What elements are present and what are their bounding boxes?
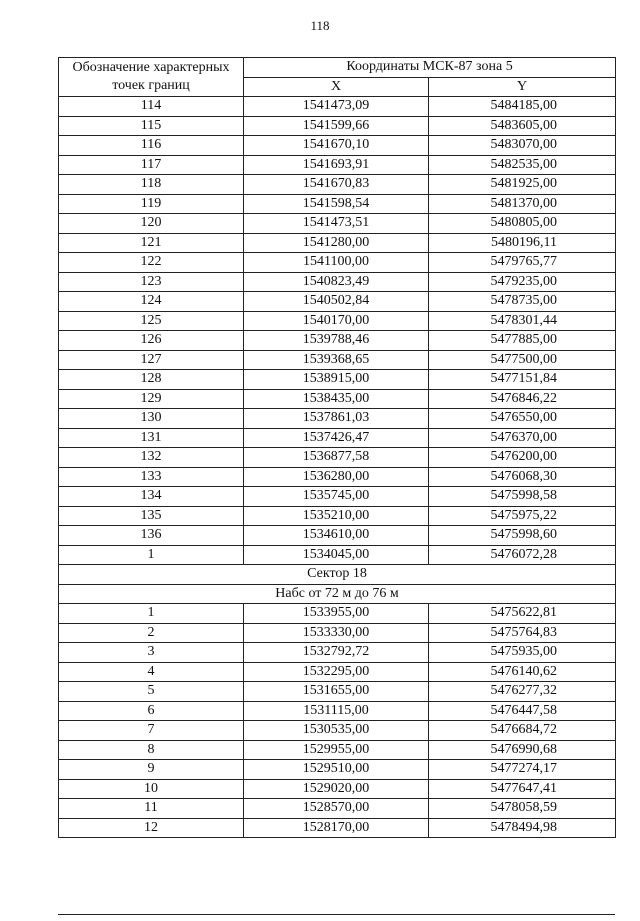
section-subtitle: Набс от 72 м до 76 м <box>59 584 616 604</box>
x-coordinate-cell: 1531115,00 <box>244 701 429 721</box>
table-row <box>59 682 616 702</box>
y-coordinate-cell: 5478301,44 <box>429 311 616 331</box>
x-coordinate-cell: 1533330,00 <box>244 623 429 643</box>
x-coordinate-cell: 1539788,46 <box>244 331 429 351</box>
y-coordinate-cell: 5481925,00 <box>429 175 616 195</box>
table-row <box>59 233 616 253</box>
table-row <box>59 818 616 838</box>
y-coordinate-cell: 5475622,81 <box>429 604 616 624</box>
table-row <box>59 253 616 273</box>
table-row <box>59 350 616 370</box>
table-row <box>59 604 616 624</box>
table-row <box>59 467 616 487</box>
table-row <box>59 448 616 468</box>
y-coordinate-cell: 5476447,58 <box>429 701 616 721</box>
point-number-cell: 5 <box>59 682 244 702</box>
table-row <box>59 526 616 546</box>
table-body-sector-a <box>59 97 616 565</box>
x-coordinate-cell: 1541670,83 <box>244 175 429 195</box>
y-coordinate-cell: 5475935,00 <box>429 643 616 663</box>
header-x: X <box>244 77 429 97</box>
x-coordinate-cell: 1535210,00 <box>244 506 429 526</box>
table-row <box>59 136 616 156</box>
point-number-cell: 2 <box>59 623 244 643</box>
x-coordinate-cell: 1528570,00 <box>244 799 429 819</box>
point-number-cell: 11 <box>59 799 244 819</box>
point-number-cell: 118 <box>59 175 244 195</box>
section-title: Сектор 18 <box>59 565 616 585</box>
table-row <box>59 760 616 780</box>
x-coordinate-cell: 1541100,00 <box>244 253 429 273</box>
table-row <box>59 701 616 721</box>
point-number-cell: 8 <box>59 740 244 760</box>
section-header <box>59 565 616 604</box>
y-coordinate-cell: 5477647,41 <box>429 779 616 799</box>
y-coordinate-cell: 5482535,00 <box>429 155 616 175</box>
point-number-cell: 126 <box>59 331 244 351</box>
table-row <box>59 389 616 409</box>
table-row <box>59 545 616 565</box>
table-row <box>59 428 616 448</box>
y-coordinate-cell: 5476550,00 <box>429 409 616 429</box>
y-coordinate-cell: 5481370,00 <box>429 194 616 214</box>
point-number-cell: 1 <box>59 604 244 624</box>
point-number-cell: 127 <box>59 350 244 370</box>
x-coordinate-cell: 1540502,84 <box>244 292 429 312</box>
point-number-cell: 132 <box>59 448 244 468</box>
page-number: 118 <box>310 18 330 33</box>
point-number-cell: 1 <box>59 545 244 565</box>
table-row <box>59 116 616 136</box>
section-subtitle-row <box>59 584 616 604</box>
x-coordinate-cell: 1541599,66 <box>244 116 429 136</box>
point-number-cell: 9 <box>59 760 244 780</box>
point-number-cell: 116 <box>59 136 244 156</box>
point-number-cell: 136 <box>59 526 244 546</box>
section-title-row <box>59 565 616 585</box>
x-coordinate-cell: 1530535,00 <box>244 721 429 741</box>
x-coordinate-cell: 1531655,00 <box>244 682 429 702</box>
x-coordinate-cell: 1536877,58 <box>244 448 429 468</box>
point-number-cell: 115 <box>59 116 244 136</box>
point-number-cell: 121 <box>59 233 244 253</box>
point-number-cell: 124 <box>59 292 244 312</box>
point-number-cell: 131 <box>59 428 244 448</box>
table-row <box>59 662 616 682</box>
x-coordinate-cell: 1541670,10 <box>244 136 429 156</box>
x-coordinate-cell: 1541280,00 <box>244 233 429 253</box>
table-row <box>59 643 616 663</box>
point-number-cell: 12 <box>59 818 244 838</box>
y-coordinate-cell: 5477274,17 <box>429 760 616 780</box>
x-coordinate-cell: 1541693,91 <box>244 155 429 175</box>
table-row <box>59 370 616 390</box>
y-coordinate-cell: 5476072,28 <box>429 545 616 565</box>
x-coordinate-cell: 1541473,51 <box>244 214 429 234</box>
y-coordinate-cell: 5484185,00 <box>429 97 616 117</box>
y-coordinate-cell: 5480805,00 <box>429 214 616 234</box>
y-coordinate-cell: 5476684,72 <box>429 721 616 741</box>
y-coordinate-cell: 5475975,22 <box>429 506 616 526</box>
point-number-cell: 114 <box>59 97 244 117</box>
x-coordinate-cell: 1540170,00 <box>244 311 429 331</box>
x-coordinate-cell: 1529955,00 <box>244 740 429 760</box>
y-coordinate-cell: 5476068,30 <box>429 467 616 487</box>
header-y: Y <box>429 77 616 97</box>
point-number-cell: 122 <box>59 253 244 273</box>
y-coordinate-cell: 5475998,58 <box>429 487 616 507</box>
x-coordinate-cell: 1532295,00 <box>244 662 429 682</box>
table-row <box>59 409 616 429</box>
table-row <box>59 175 616 195</box>
y-coordinate-cell: 5477500,00 <box>429 350 616 370</box>
y-coordinate-cell: 5475764,83 <box>429 623 616 643</box>
x-coordinate-cell: 1529510,00 <box>244 760 429 780</box>
table-row <box>59 331 616 351</box>
point-number-cell: 125 <box>59 311 244 331</box>
coordinates-table <box>58 57 616 838</box>
x-coordinate-cell: 1536280,00 <box>244 467 429 487</box>
table-row <box>59 623 616 643</box>
y-coordinate-cell: 5476140,62 <box>429 662 616 682</box>
x-coordinate-cell: 1528170,00 <box>244 818 429 838</box>
y-coordinate-cell: 5483070,00 <box>429 136 616 156</box>
point-number-cell: 4 <box>59 662 244 682</box>
table-row <box>59 721 616 741</box>
header-coordinates-label: Координаты МСК-87 зона 5 <box>244 58 616 78</box>
table-row <box>59 311 616 331</box>
point-number-cell: 10 <box>59 779 244 799</box>
x-coordinate-cell: 1538915,00 <box>244 370 429 390</box>
point-number-cell: 133 <box>59 467 244 487</box>
y-coordinate-cell: 5476990,68 <box>429 740 616 760</box>
y-coordinate-cell: 5477151,84 <box>429 370 616 390</box>
x-coordinate-cell: 1534610,00 <box>244 526 429 546</box>
table-row <box>59 214 616 234</box>
y-coordinate-cell: 5478058,59 <box>429 799 616 819</box>
table-row <box>59 292 616 312</box>
bottom-divider <box>58 914 615 915</box>
table-row <box>59 506 616 526</box>
x-coordinate-cell: 1529020,00 <box>244 779 429 799</box>
y-coordinate-cell: 5477885,00 <box>429 331 616 351</box>
x-coordinate-cell: 1537861,03 <box>244 409 429 429</box>
table-row <box>59 779 616 799</box>
table-row <box>59 97 616 117</box>
table-row <box>59 194 616 214</box>
x-coordinate-cell: 1535745,00 <box>244 487 429 507</box>
y-coordinate-cell: 5479235,00 <box>429 272 616 292</box>
x-coordinate-cell: 1541598,54 <box>244 194 429 214</box>
point-number-cell: 130 <box>59 409 244 429</box>
x-coordinate-cell: 1533955,00 <box>244 604 429 624</box>
table-body-sector-18 <box>59 604 616 838</box>
y-coordinate-cell: 5479765,77 <box>429 253 616 273</box>
table-row <box>59 272 616 292</box>
x-coordinate-cell: 1541473,09 <box>244 97 429 117</box>
point-number-cell: 120 <box>59 214 244 234</box>
y-coordinate-cell: 5475998,60 <box>429 526 616 546</box>
table-header-row <box>59 58 616 78</box>
y-coordinate-cell: 5478735,00 <box>429 292 616 312</box>
point-number-cell: 7 <box>59 721 244 741</box>
table-row <box>59 740 616 760</box>
x-coordinate-cell: 1539368,65 <box>244 350 429 370</box>
y-coordinate-cell: 5476200,00 <box>429 448 616 468</box>
point-number-cell: 3 <box>59 643 244 663</box>
y-coordinate-cell: 5476277,32 <box>429 682 616 702</box>
table-row <box>59 487 616 507</box>
header-points-label: Обозначение характерных точек границ <box>59 58 244 97</box>
table-row <box>59 155 616 175</box>
point-number-cell: 123 <box>59 272 244 292</box>
x-coordinate-cell: 1538435,00 <box>244 389 429 409</box>
y-coordinate-cell: 5478494,98 <box>429 818 616 838</box>
x-coordinate-cell: 1534045,00 <box>244 545 429 565</box>
y-coordinate-cell: 5480196,11 <box>429 233 616 253</box>
table-row <box>59 799 616 819</box>
point-number-cell: 135 <box>59 506 244 526</box>
point-number-cell: 128 <box>59 370 244 390</box>
point-number-cell: 129 <box>59 389 244 409</box>
point-number-cell: 6 <box>59 701 244 721</box>
x-coordinate-cell: 1532792,72 <box>244 643 429 663</box>
point-number-cell: 117 <box>59 155 244 175</box>
point-number-cell: 134 <box>59 487 244 507</box>
x-coordinate-cell: 1540823,49 <box>244 272 429 292</box>
x-coordinate-cell: 1537426,47 <box>244 428 429 448</box>
point-number-cell: 119 <box>59 194 244 214</box>
y-coordinate-cell: 5483605,00 <box>429 116 616 136</box>
y-coordinate-cell: 5476846,22 <box>429 389 616 409</box>
y-coordinate-cell: 5476370,00 <box>429 428 616 448</box>
